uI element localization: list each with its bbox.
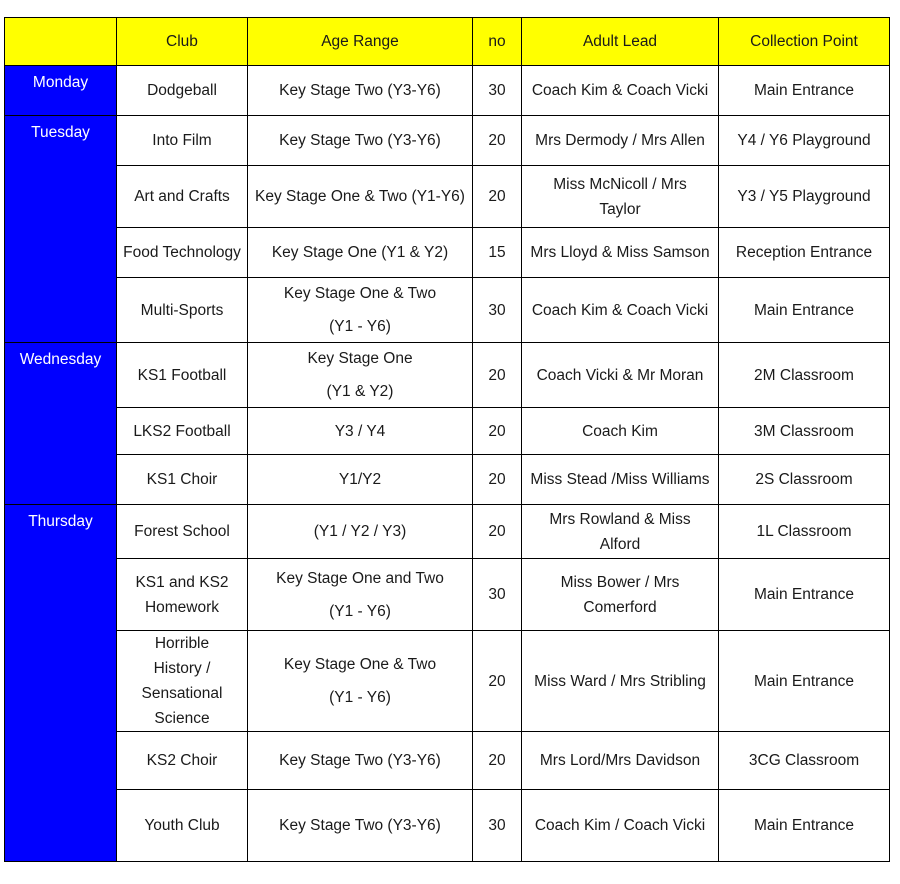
no-cell: 20	[473, 631, 522, 732]
collection-point-cell	[719, 505, 890, 559]
collection-point-cell	[719, 790, 890, 862]
club-cell	[117, 408, 248, 455]
table-row	[5, 408, 890, 455]
age-range-cell-line: Key Stage One	[307, 350, 413, 367]
collection-point-cell-line: Main Entrance	[754, 82, 854, 99]
adult-lead-cell	[522, 343, 719, 408]
age-range-cell-line: Key Stage One and Two	[276, 569, 444, 587]
club-cell-line: Dodgeball	[147, 82, 217, 99]
age-range-cell-line: Y3 / Y4	[334, 422, 386, 440]
collection-point-cell	[719, 343, 890, 408]
no-cell: 20	[473, 166, 522, 228]
collection-point-cell	[719, 631, 890, 732]
club-cell-line: Food Technology	[123, 244, 241, 261]
age-range-cell	[248, 408, 473, 455]
day-label-tuesday: Tuesday	[5, 116, 117, 343]
adult-lead-cell	[522, 559, 719, 631]
no-cell: 20	[473, 505, 522, 559]
day-label-monday: Monday	[5, 66, 117, 116]
no-cell: 30	[473, 790, 522, 862]
table-row	[5, 166, 890, 228]
age-range-cell-line: Key Stage One & Two	[283, 285, 437, 302]
adult-lead-cell	[522, 228, 719, 278]
club-cell	[117, 228, 248, 278]
table-row	[5, 790, 890, 862]
day-label-wednesday: Wednesday	[5, 343, 117, 505]
table-row	[5, 732, 890, 790]
club-cell-line: KS1 Choir	[146, 471, 218, 488]
adult-lead-cell	[522, 732, 719, 790]
table-row	[5, 559, 890, 631]
age-range-cell	[248, 790, 473, 862]
age-range-cell-line: Key Stage Two (Y3-Y6)	[279, 132, 441, 149]
age-range-cell	[248, 505, 473, 559]
no-cell: 30	[473, 66, 522, 116]
header-club: Club	[117, 18, 248, 66]
club-cell	[117, 66, 248, 116]
collection-point-cell-line: Main Entrance	[754, 672, 854, 690]
header-row	[5, 18, 890, 66]
age-range-cell	[248, 343, 473, 408]
adult-lead-cell-line: Coach Kim & Coach Vicki	[531, 301, 709, 319]
header-collection-point: Collection Point	[719, 18, 890, 66]
collection-point-cell-line: Y4 / Y6 Playground	[737, 132, 871, 149]
table-row	[5, 505, 890, 559]
club-cell-line: Into Film	[152, 132, 212, 149]
adult-lead-cell-line: Miss Stead /Miss Williams	[530, 471, 710, 488]
club-cell-line: LKS2 Football	[133, 422, 231, 440]
table-row	[5, 455, 890, 505]
adult-lead-cell	[522, 66, 719, 116]
club-cell-line: Homework	[144, 598, 220, 616]
club-cell-line: KS1 Football	[137, 366, 227, 384]
age-range-cell	[248, 631, 473, 732]
adult-lead-cell-line: Miss McNicoll / Mrs	[553, 175, 687, 193]
collection-point-cell	[719, 732, 890, 790]
club-cell	[117, 278, 248, 343]
collection-point-cell	[719, 408, 890, 455]
age-range-cell-line: Key Stage One (Y1 & Y2)	[271, 244, 449, 261]
club-cell-line: History /	[153, 660, 211, 677]
no-cell: 30	[473, 278, 522, 343]
club-cell	[117, 732, 248, 790]
club-cell	[117, 116, 248, 166]
age-range-cell	[248, 166, 473, 228]
age-range-cell	[248, 278, 473, 343]
collection-point-cell-line: 1L Classroom	[756, 523, 852, 540]
header-day	[5, 18, 117, 66]
clubs-timetable	[4, 17, 890, 862]
no-cell: 20	[473, 343, 522, 408]
table-row	[5, 66, 890, 116]
adult-lead-cell-line: Alford	[599, 535, 641, 553]
collection-point-cell-line: Reception Entrance	[735, 244, 873, 261]
age-range-cell	[248, 66, 473, 116]
adult-lead-cell-line: Coach Kim	[582, 422, 658, 440]
no-cell: 20	[473, 116, 522, 166]
age-range-cell	[248, 228, 473, 278]
adult-lead-cell	[522, 408, 719, 455]
table-row	[5, 228, 890, 278]
age-range-cell	[248, 455, 473, 505]
collection-point-cell-line: 3CG Classroom	[748, 752, 860, 769]
club-cell-line: Science	[154, 710, 210, 727]
club-cell-line: Forest School	[134, 523, 230, 540]
age-range-cell-line: (Y1 - Y6)	[329, 689, 391, 706]
club-cell-line: Sensational	[141, 685, 223, 702]
adult-lead-cell-line: Miss Bower / Mrs	[560, 573, 680, 591]
collection-point-cell	[719, 66, 890, 116]
adult-lead-cell-line: Mrs Rowland & Miss	[549, 510, 691, 528]
collection-point-cell	[719, 559, 890, 631]
collection-point-cell-line: 3M Classroom	[754, 422, 854, 440]
age-range-cell-line: (Y1 / Y2 / Y3)	[313, 523, 407, 540]
collection-point-cell	[719, 278, 890, 343]
club-cell	[117, 790, 248, 862]
adult-lead-cell-line: Mrs Lord/Mrs Davidson	[539, 752, 701, 769]
club-cell-line: Art and Crafts	[134, 188, 230, 205]
club-cell-line: KS1 and KS2	[135, 573, 229, 591]
header-age-range: Age Range	[248, 18, 473, 66]
collection-point-cell-line: 2S Classroom	[755, 471, 853, 488]
adult-lead-cell	[522, 790, 719, 862]
collection-point-cell	[719, 116, 890, 166]
collection-point-cell-line: Y3 / Y5 Playground	[737, 188, 871, 205]
club-cell	[117, 455, 248, 505]
table-row	[5, 116, 890, 166]
table-row	[5, 631, 890, 732]
club-cell-line: Youth Club	[144, 817, 220, 834]
club-cell	[117, 505, 248, 559]
adult-lead-cell	[522, 505, 719, 559]
age-range-cell	[248, 559, 473, 631]
collection-point-cell-line: Main Entrance	[754, 817, 854, 834]
table-body	[5, 66, 890, 862]
collection-point-cell	[719, 455, 890, 505]
club-cell-line: Horrible	[154, 635, 210, 652]
collection-point-cell-line: Main Entrance	[754, 301, 854, 319]
club-cell	[117, 631, 248, 732]
age-range-cell-line: (Y1 - Y6)	[329, 318, 391, 335]
adult-lead-cell-line: Coach Kim & Coach Vicki	[531, 82, 709, 99]
adult-lead-cell	[522, 455, 719, 505]
age-range-cell-line: Key Stage One & Two	[283, 656, 437, 673]
table-row	[5, 278, 890, 343]
no-cell: 15	[473, 228, 522, 278]
day-label-thursday: Thursday	[5, 505, 117, 862]
club-cell-line: KS2 Choir	[146, 752, 218, 769]
collection-point-cell-line: 2M Classroom	[754, 366, 854, 384]
adult-lead-cell	[522, 116, 719, 166]
adult-lead-cell	[522, 278, 719, 343]
age-range-cell-line: Key Stage Two (Y3-Y6)	[279, 82, 441, 99]
no-cell: 20	[473, 455, 522, 505]
no-cell: 20	[473, 408, 522, 455]
no-cell: 20	[473, 732, 522, 790]
club-cell	[117, 559, 248, 631]
no-cell: 30	[473, 559, 522, 631]
header-adult-lead: Adult Lead	[522, 18, 719, 66]
adult-lead-cell-line: Miss Ward / Mrs Stribling	[534, 672, 706, 690]
clubs-table	[4, 17, 890, 862]
club-cell-line: Multi-Sports	[140, 301, 224, 319]
age-range-cell-line: Key Stage Two (Y3-Y6)	[279, 752, 441, 769]
age-range-cell	[248, 116, 473, 166]
age-range-cell-line: Key Stage Two (Y3-Y6)	[279, 817, 441, 834]
collection-point-cell	[719, 166, 890, 228]
age-range-cell-line: (Y1 & Y2)	[326, 383, 394, 400]
age-range-cell-line: Y1/Y2	[338, 471, 382, 488]
adult-lead-cell-line: Comerford	[583, 598, 657, 616]
age-range-cell-line: Key Stage One & Two (Y1-Y6)	[255, 188, 465, 205]
club-cell	[117, 166, 248, 228]
collection-point-cell-line: Main Entrance	[754, 586, 854, 603]
adult-lead-cell-line: Coach Vicki & Mr Moran	[536, 366, 704, 384]
adult-lead-cell-line: Mrs Lloyd & Miss Samson	[530, 244, 710, 261]
adult-lead-cell-line: Taylor	[599, 200, 641, 218]
header-no: no	[473, 18, 522, 66]
club-cell	[117, 343, 248, 408]
adult-lead-cell-line: Coach Kim / Coach Vicki	[534, 817, 706, 834]
table-row	[5, 343, 890, 408]
collection-point-cell	[719, 228, 890, 278]
adult-lead-cell	[522, 631, 719, 732]
adult-lead-cell-line: Mrs Dermody / Mrs Allen	[535, 132, 705, 149]
age-range-cell-line: (Y1 - Y6)	[329, 602, 391, 620]
age-range-cell	[248, 732, 473, 790]
adult-lead-cell	[522, 166, 719, 228]
